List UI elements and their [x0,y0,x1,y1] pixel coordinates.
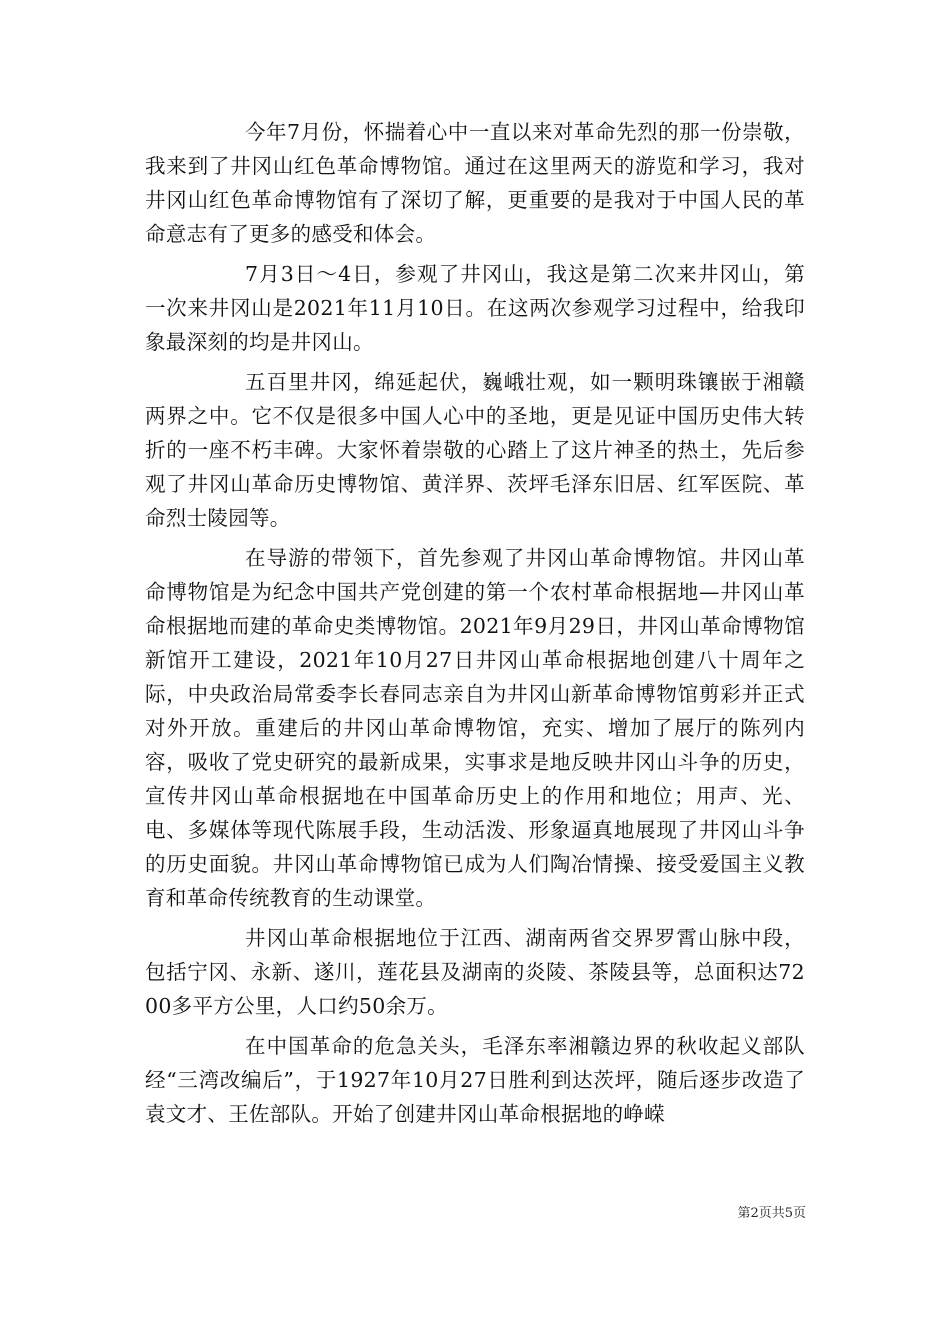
paragraph-1: 今年7月份，怀揣着心中一直以来对革命先烈的那一份崇敬，我来到了井冈山红色革命博物馆。通过在这里两天的游览和学习，我对井冈山红色革命博物馆有了深切了解，更重要的是我对于中国人民的革命意志有了更多的感受和体会。 [145,120,805,246]
document-body [145,115,805,1137]
page-number-footer: 第2页共5页 [737,1206,806,1221]
paragraph-2: 7月3日～4日，参观了井冈山，我这是第二次来井冈山，第一次来井冈山是2021年11月10日。在这两次参观学习过程中，给我印象最深刻的均是井冈山。 [145,262,805,354]
paragraph-4: 在导游的带领下，首先参观了井冈山革命博物馆。井冈山革命博物馆是为纪念中国共产党创建的第一个农村革命根据地—井冈山革命根据地而建的革命史类博物馆。2021年9月29日，井冈山革命博物馆新馆开工建设，2021年10月27日井冈山革命根据地创建八十周年之际，中央政治局常委李长春同志亲自为井冈山新革命博物馆剪彩并正式对外开放。重建后的井冈山革命博物馆，充实、增加了展厅的陈列内容，吸收了党史研究的最新成果，实事求是地反映井冈山斗争的历史，宣传井冈山革命根据地在中国革命历史上的作用和地位；用声、光、电、多媒体等现代陈展手段，生动活泼、形象逼真地展现了井冈山斗争的历史面貌。井冈山革命博物馆已成为人们陶冶情操、接受爱国主义教育和革命传统教育的生动课堂。 [145,546,805,910]
paragraph-5: 井冈山革命根据地位于江西、湖南两省交界罗霄山脉中段，包括宁冈、永新、遂川，莲花县及湖南的炎陵、茶陵县等，总面积达7200多平方公里，人口约50余万。 [145,926,805,1018]
paragraph-3: 五百里井冈，绵延起伏，巍峨壮观，如一颗明珠镶嵌于湘赣两界之中。它不仅是很多中国人心中的圣地，更是见证中国历史伟大转折的一座不朽丰碑。大家怀着崇敬的心踏上了这片神圣的热土，先后参观了井冈山革命历史博物馆、黄洋界、茨坪毛泽东旧居、红军医院、革命烈士陵园等。 [145,370,805,530]
paragraph-6: 在中国革命的危急关头，毛泽东率湘赣边界的秋收起义部队经“三湾改编后”，于1927年10月27日胜利到达茨坪，随后逐步改造了袁文才、王佐部队。开始了创建井冈山革命根据地的峥嵘 [145,1034,805,1126]
